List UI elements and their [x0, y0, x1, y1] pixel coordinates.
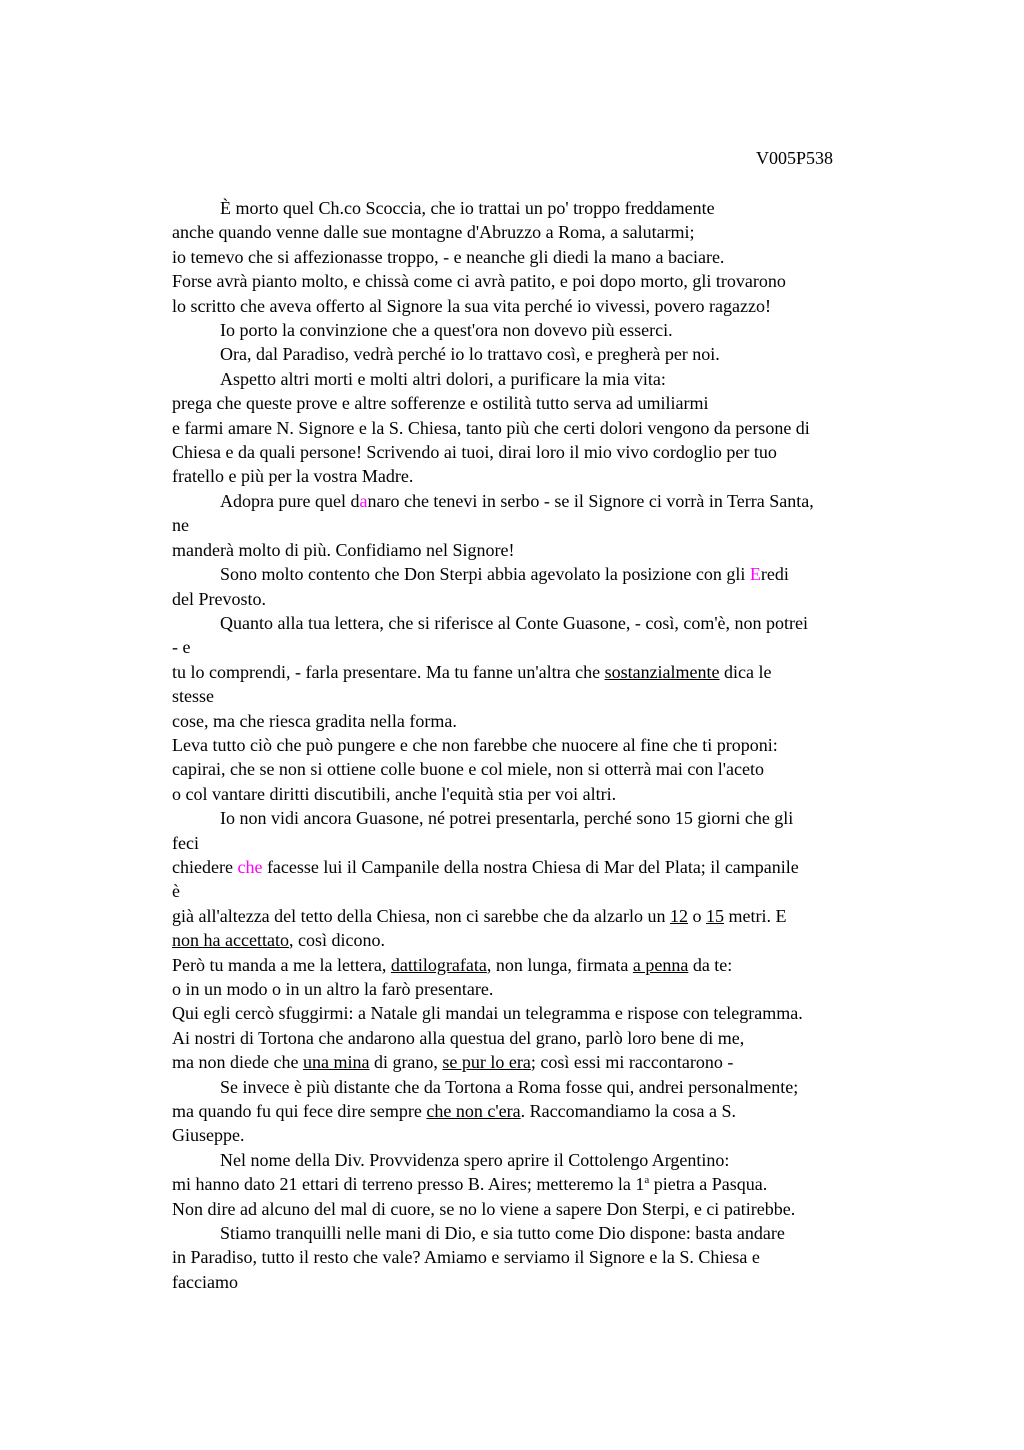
text-segment: - e	[172, 637, 191, 658]
text-line	[172, 782, 912, 806]
text-line	[172, 733, 912, 757]
underlined-text: una mina	[302, 1052, 370, 1073]
text-segment: Sono molto contento che Don Sterpi abbia agevolato la posizione con gli	[220, 564, 750, 585]
text-line	[172, 464, 912, 488]
text-segment: Forse avrà pianto molto, e chissà come ci avrà patito, e poi dopo morto, gli trovarono	[172, 271, 786, 292]
text-line	[172, 245, 912, 269]
text-line	[172, 977, 912, 1001]
text-segment: Leva tutto ciò che può pungere e che non farebbe che nuocere al fine che ti proponi:	[172, 734, 778, 755]
text-line	[172, 391, 912, 415]
text-line	[172, 1099, 912, 1123]
text-line	[172, 196, 912, 220]
text-line	[172, 1123, 912, 1147]
text-line	[172, 269, 912, 293]
text-segment: manderà molto di più. Confidiamo nel Signore!	[172, 539, 515, 560]
underlined-text: dattilografata	[390, 954, 487, 975]
text-line	[172, 489, 912, 513]
text-segment: o col vantare diritti discutibili, anche l'equità stia per voi altri.	[172, 783, 617, 804]
text-line	[172, 757, 912, 781]
highlighted-text: E	[749, 564, 761, 585]
text-segment: di grano,	[369, 1052, 443, 1073]
text-line	[172, 562, 912, 586]
text-segment: mi hanno dato 21 ettari di terreno presso B. Aires; metteremo la 1	[172, 1174, 645, 1195]
text-segment: Nel nome della Div. Provvidenza spero aprire il Cottolengo Argentino:	[220, 1149, 730, 1170]
text-segment: Io non vidi ancora Guasone, né potrei presentarla, perché sono 15 giorni che gli	[220, 808, 794, 829]
text-segment: Stiamo tranquilli nelle mani di Dio, e sia tutto come Dio dispone: basta andare	[220, 1223, 785, 1244]
underlined-text: che non c'era	[426, 1101, 521, 1122]
text-segment: Ora, dal Paradiso, vedrà perché io lo trattavo così, e pregherà per noi.	[220, 344, 720, 365]
text-line	[172, 587, 912, 611]
text-segment: Io porto la convinzione che a quest'ora non dovevo più esserci.	[220, 320, 673, 341]
text-line	[172, 1245, 912, 1269]
text-segment: feci	[172, 832, 199, 853]
text-segment: dica le	[719, 661, 772, 682]
letter-body	[172, 196, 912, 1294]
underlined-text: se pur lo era	[442, 1052, 531, 1073]
text-line	[172, 440, 912, 464]
text-segment: Adopra pure quel d	[220, 490, 360, 511]
page-identifier: V005P538	[756, 148, 834, 168]
text-segment: ma quando fu qui fece dire sempre	[172, 1101, 427, 1122]
text-segment: redi	[760, 564, 789, 585]
text-segment: o in un modo o in un altro la farò presentare.	[172, 979, 494, 999]
text-segment: naro che tenevi in serbo - se il Signore ci vorrà in Terra Santa,	[367, 490, 814, 511]
text-line	[172, 879, 912, 903]
text-segment: facesse lui il Campanile della nostra Chiesa di Mar del Plata; il campanile	[262, 856, 799, 877]
text-segment: Aspetto altri morti e molti altri dolori, a purificare la mia vita:	[220, 368, 666, 389]
text-segment: è	[172, 881, 180, 902]
text-segment: lo scritto che aveva offerto al Signore la sua vita perché io vivessi, povero ragazzo!	[172, 295, 771, 316]
text-segment: in Paradiso, tutto il resto che vale? Amiamo e serviamo il Signore e la S. Chiesa e	[172, 1247, 760, 1268]
text-segment: Chiesa e da quali persone! Scrivendo ai tuoi, dirai loro il mio vivo cordoglio per tuo	[172, 442, 777, 463]
text-line	[172, 1050, 912, 1074]
text-segment: già all'altezza del tetto della Chiesa, non ci sarebbe che da alzarlo un	[172, 905, 671, 926]
text-segment: pietra a Pasqua.	[649, 1174, 768, 1195]
text-line	[172, 953, 912, 977]
underlined-text: non ha accettato	[172, 930, 289, 951]
text-line	[172, 416, 912, 440]
text-segment: del Prevosto.	[172, 588, 266, 609]
text-line	[172, 294, 912, 318]
superscript-text: a	[644, 1174, 650, 1187]
text-segment: È morto quel Ch.co Scoccia, che io trattai un po' troppo freddamente	[220, 198, 715, 218]
text-line	[172, 660, 912, 684]
text-segment: , così dicono.	[288, 930, 385, 951]
text-segment: metri. E	[724, 905, 787, 926]
text-segment: o	[688, 905, 707, 926]
text-segment: Però tu manda a me la lettera,	[172, 954, 391, 975]
text-segment: da te:	[688, 954, 733, 975]
text-segment: Non dire ad alcuno del mal di cuore, se no lo viene a sapere Don Sterpi, e ci patirebbe.	[172, 1198, 796, 1219]
text-line	[172, 855, 912, 879]
text-segment: Qui egli cercò sfuggirmi: a Natale gli mandai un telegramma e rispose con telegramma.	[172, 1003, 803, 1024]
underlined-text: sostanzialmente	[604, 661, 720, 682]
text-line	[172, 1221, 912, 1245]
text-segment: anche quando venne dalle sue montagne d'Abruzzo a Roma, a salutarmi;	[172, 222, 695, 243]
text-segment: stesse	[172, 686, 214, 707]
text-segment: facciamo	[172, 1271, 238, 1292]
text-line	[172, 806, 912, 830]
text-segment: . Raccomandiamo la cosa a S.	[520, 1101, 737, 1122]
underlined-text: 12	[670, 905, 689, 926]
text-segment: io temevo che si affezionasse troppo, - e neanche gli diedi la mano a baciare.	[172, 246, 725, 267]
text-segment: capirai, che se non si ottiene colle buone e col miele, non si otterrà mai con l'aceto	[172, 759, 765, 780]
text-segment: Se invece è più distante che da Tortona a Roma fosse qui, andrei personalmente;	[220, 1076, 799, 1097]
text-segment: ; così essi mi raccontarono -	[530, 1052, 734, 1073]
text-segment: prega che queste prove e altre sofferenze e ostilità tutto serva ad umiliarmi	[172, 393, 709, 414]
underlined-text: a penna	[632, 954, 689, 975]
highlighted-text: che	[237, 856, 263, 877]
text-line	[172, 831, 912, 855]
text-line	[172, 220, 912, 244]
text-line	[172, 928, 912, 952]
text-line	[172, 367, 912, 391]
text-line	[172, 538, 912, 562]
text-segment: Giuseppe.	[172, 1125, 245, 1146]
text-segment: , non lunga, firmata	[486, 954, 633, 975]
text-line	[172, 684, 912, 708]
text-segment: tu lo comprendi, - farla presentare. Ma tu fanne un'altra che	[172, 661, 605, 682]
text-segment: chiedere	[172, 856, 238, 877]
text-line	[172, 513, 912, 537]
text-line	[172, 904, 912, 928]
text-line	[172, 1172, 912, 1196]
text-segment: e farmi amare N. Signore e la S. Chiesa, tanto più che certi dolori vengono da persone di	[172, 417, 810, 438]
text-line	[172, 709, 912, 733]
text-line	[172, 1197, 912, 1221]
text-line	[172, 1148, 912, 1172]
text-segment: cose, ma che riesca gradita nella forma.	[172, 710, 457, 731]
highlighted-text: a	[359, 490, 368, 511]
text-line	[172, 342, 912, 366]
text-segment: Quanto alla tua lettera, che si riferisce al Conte Guasone, - così, com'è, non potrei	[220, 612, 809, 633]
text-segment: Ai nostri di Tortona che andarono alla questua del grano, parlò loro bene di me,	[172, 1027, 745, 1048]
text-line	[172, 1075, 912, 1099]
text-line	[172, 635, 912, 659]
text-segment: fratello e più per la vostra Madre.	[172, 466, 414, 487]
text-segment: ne	[172, 515, 189, 536]
text-line	[172, 318, 912, 342]
text-line	[172, 1001, 912, 1025]
underlined-text: 15	[706, 905, 725, 926]
text-line	[172, 1026, 912, 1050]
text-line	[172, 611, 912, 635]
text-line	[172, 1270, 912, 1294]
text-segment: ma non diede che	[172, 1052, 303, 1073]
